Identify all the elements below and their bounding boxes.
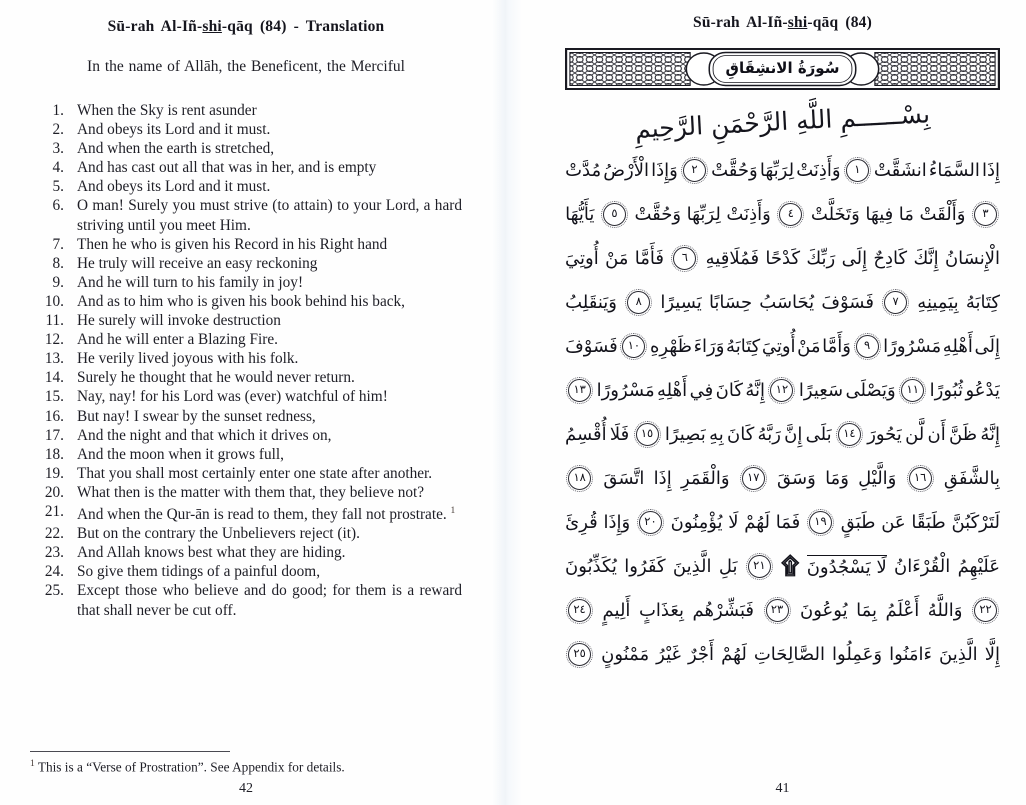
arabic-word: فِيهَا [865, 203, 894, 225]
verse-row [30, 177, 462, 196]
arabic-word: مَسْرُورًا [883, 335, 942, 357]
verse-text: And Allah knows best what they are hiding. [77, 544, 346, 562]
arabic-word: لِرَبِّهَا [759, 159, 795, 181]
verse-number: 20. [44, 483, 64, 501]
verse-row [30, 330, 462, 349]
arabic-word: وَأَلْقَتْ [919, 203, 966, 225]
arabic-word: مَنْ [605, 247, 629, 269]
arabic-word: كِتَابَهُ [965, 291, 1000, 313]
arabic-word: يَحُورَ [867, 423, 902, 445]
verse-row [30, 368, 462, 387]
arabic-word: كَدْحًا [765, 247, 801, 269]
arabic-word: لَا [728, 511, 739, 533]
arabic-line [565, 192, 1000, 236]
verse-number: 8. [52, 254, 64, 272]
arabic-word: بِيَمِينِهِ [917, 291, 959, 313]
arabic-word: غَيْرُ [656, 643, 681, 665]
arabic-word: قُرِئَ [565, 511, 598, 533]
arabic-word: لَهُمْ [744, 511, 771, 533]
verse-marker: ١٨ [568, 467, 591, 490]
arabic-word: يَأَيُّهَا [565, 203, 595, 225]
arabic-word: بَلَى [805, 423, 832, 445]
arabic-word: بِالشَّفَقِ [943, 467, 1000, 489]
verse-row [30, 101, 462, 120]
verse-number: 5. [52, 178, 64, 196]
arabic-word: وَحُقَّتْ [711, 159, 758, 181]
title-part: -qāq (84) - Translation [221, 18, 385, 35]
verse-text: Except those who believe and do good; for them is a reward that shall never be cut off. [77, 582, 462, 619]
verse-text: And he will enter a Blazing Fire. [77, 331, 278, 349]
arabic-word: وَأَمَّا [822, 335, 851, 357]
arabic-word: طَبَقٍ [840, 511, 876, 533]
arabic-word: وَرَاءَ [693, 335, 725, 357]
arabic-word: إِنَّ [784, 423, 803, 445]
left-page-number: 42 [239, 781, 253, 796]
arabic-word: رَبَّهُ [757, 423, 781, 445]
verse-number: 9. [52, 273, 64, 291]
verse-number: 12. [44, 331, 64, 349]
sajdah-overlined-text: لَا يَسْجُدُونَ [806, 556, 887, 578]
verse-row [30, 387, 462, 406]
verse-marker: ١٢ [770, 379, 793, 402]
arabic-word: يَدْعُو [965, 379, 1000, 401]
verse-marker: ١٧ [742, 467, 765, 490]
arabic-word: إِنَّهُ [980, 423, 1000, 445]
arabic-word: إِنَّكَ [913, 247, 939, 269]
verse-marker: ٢٠ [639, 511, 662, 534]
footnote-rule [30, 751, 230, 752]
translation-list [30, 101, 462, 620]
arabic-word: أُوتِيَ [761, 335, 796, 357]
verse-row [30, 426, 462, 445]
arabic-word: السَّمَاءُ [928, 159, 980, 181]
arabic-word: لَتَرْكَبُنَّ [951, 511, 1000, 533]
right-page [500, 0, 1026, 805]
arabic-word: ثُبُورًا [929, 379, 964, 401]
footnote-block [30, 751, 462, 797]
arabic-word: يُحَاسَبُ [759, 291, 815, 313]
arabic-word: ظَنَّ [949, 423, 978, 445]
arabic-word: يُوعُونَ [800, 599, 848, 621]
arabic-text-block [565, 148, 1000, 676]
verse-text: O man! Surely you must strive (to attain) to your Lord, a hard striving until you meet Him. [77, 197, 462, 234]
arabic-word: الصَّالِحَاتِ [753, 643, 825, 665]
arabic-word: وَيَصْلَى [845, 379, 896, 401]
footnote-ref: 1 [450, 505, 456, 516]
right-page-title [565, 14, 1000, 32]
verse-row [30, 158, 462, 177]
arabic-word: أَهْلِهِ [657, 379, 688, 401]
verse-row [30, 562, 462, 581]
right-page-number: 41 [775, 781, 790, 796]
verse-row [30, 139, 462, 158]
arabic-word: وَعَمِلُوا [832, 643, 883, 665]
verse-text: But on the contrary the Unbelievers reject (it). [77, 525, 360, 543]
arabic-word: مَنْ [797, 335, 821, 357]
verse-number: 13. [44, 350, 64, 368]
arabic-word: فَسَوْفَ [565, 335, 618, 357]
verse-text: And when the earth is stretched, [77, 140, 275, 158]
arabic-word: وَالَّيْلِ [858, 467, 897, 489]
verse-number: 19. [44, 464, 64, 482]
arabic-word: وَحُقَّتْ [634, 203, 682, 225]
arabic-line [565, 456, 1000, 500]
arabic-word: ظَهْرِهِ [649, 335, 692, 357]
arabic-word: اتَّسَقَ [603, 467, 645, 489]
verse-marker: ٢٥ [568, 643, 591, 666]
arabic-word: وَأَذِنَتْ [796, 159, 841, 181]
arabic-word: عَن [881, 511, 906, 533]
arabic-word: الْإِنسَانُ [944, 247, 1000, 269]
arabic-line [565, 544, 1000, 588]
verse-text: And obeys its Lord and it must. [77, 121, 271, 139]
verse-text: But nay! I swear by the sunset redness, [77, 407, 316, 425]
arabic-word: فَسَوْفَ [821, 291, 874, 313]
verse-text: And he will turn to his family in joy! [77, 273, 304, 291]
verse-text: And as to him who is given his book behind his back, [77, 292, 406, 310]
arabic-word: بِمَا [856, 599, 878, 621]
arabic-word: وَسَقَ [777, 467, 816, 489]
arabic-word: انشَقَّتْ [873, 159, 927, 181]
bismillah-calligraphy: بِسْــــــمِ اللَّهِ الرَّحْمَنِ الرَّحِيمِ [634, 99, 931, 144]
verse-row [30, 292, 462, 311]
arabic-word: بَصِيرًا [664, 423, 706, 445]
arabic-word: ءَامَنُوا [889, 643, 932, 665]
arabic-line [565, 368, 1000, 412]
arabic-word: كَادِحٌ [873, 247, 908, 269]
verse-number: 3. [52, 140, 64, 158]
verse-row [30, 254, 462, 273]
verse-number: 21. [44, 502, 64, 520]
verse-row [30, 235, 462, 254]
arabic-word: كَانَ [727, 423, 755, 445]
arabic-word: وَمَا [825, 467, 849, 489]
verse-number: 14. [44, 369, 64, 387]
footnote-text-body: This is a “Verse of Prostration”. See Appendix for details. [37, 759, 345, 774]
verse-marker: ١٦ [909, 467, 932, 490]
verse-text: Then he who is given his Record in his Right hand [77, 235, 388, 253]
arabic-word: فَمُلَاقِيهِ [705, 247, 760, 269]
arabic-line [565, 324, 1000, 368]
arabic-word: وَاللَّهُ [927, 599, 963, 621]
arabic-word: كَانَ [715, 379, 743, 401]
arabic-line [565, 412, 1000, 456]
arabic-word: إِذَا [981, 159, 1000, 181]
verse-marker: ٣ [974, 203, 997, 226]
verse-marker: ٧ [884, 291, 907, 314]
arabic-word: عَلَيْهِمُ [957, 555, 1000, 577]
verse-row [30, 407, 462, 426]
verse-row [30, 120, 462, 139]
arabic-word: حِسَابًا [708, 291, 753, 313]
verse-marker: ٨ [627, 291, 650, 314]
verse-text: And has cast out all that was in her, and is empty [77, 159, 377, 177]
verse-row [30, 524, 462, 543]
arabic-word: فَلَا [609, 423, 630, 445]
verse-marker: ١٣ [568, 379, 591, 402]
surah-banner-title: سُورَةُ الانشِقَاقِ [725, 59, 840, 77]
verse-row [30, 349, 462, 368]
verse-row [30, 196, 462, 234]
left-page-title [30, 18, 462, 36]
arabic-word: مَمْنُونٍ [601, 643, 650, 665]
title-part: Sū-rah Al-Iñ- [107, 18, 203, 35]
arabic-word: كَفَرُوا [624, 555, 666, 577]
verse-marker: ٩ [856, 335, 879, 358]
verse-row [30, 483, 462, 502]
verse-row [30, 445, 462, 464]
arabic-line [565, 280, 1000, 324]
arabic-word: لَّن [905, 423, 925, 445]
verse-text: He truly will receive an easy reckoning [77, 254, 318, 272]
verse-number: 7. [52, 235, 64, 253]
arabic-word: مَا [898, 203, 914, 225]
verse-text: He surely will invoke destruction [77, 312, 281, 330]
verse-text: That you shall most certainly enter one state after another. [77, 464, 433, 482]
arabic-word: الْأَرْضُ [603, 159, 649, 181]
footnote-text [30, 759, 462, 775]
arabic-word: بِعَذَابٍ [638, 599, 685, 621]
arabic-word: لَهُمْ [721, 643, 747, 665]
arabic-word: الَّذِينَ [939, 643, 978, 665]
arabic-word: أَن [927, 423, 946, 445]
verse-row [30, 311, 462, 330]
verse-text: What then is the matter with them that, they believe not? [77, 483, 425, 501]
left-page [0, 0, 500, 805]
verse-text: And the moon when it grows full, [77, 445, 284, 463]
arabic-line [565, 588, 1000, 632]
verse-marker: ١١ [901, 379, 924, 402]
verse-text: And the night and that which it drives on, [77, 426, 332, 444]
verse-number: 11. [45, 312, 64, 330]
arabic-word: يُكَذِّبُونَ [565, 555, 617, 577]
arabic-word: وَأَذِنَتْ [726, 203, 771, 225]
arabic-word: مَسْرُورًا [596, 379, 655, 401]
verse-marker: ١ [846, 159, 869, 182]
verse-text: And obeys its Lord and it must. [77, 178, 271, 196]
title-part: -qāq (84) [807, 14, 872, 31]
arabic-word: يَسِيرًا [660, 291, 702, 313]
verse-marker: ٤ [779, 203, 802, 226]
verse-text: He verily lived joyous with his folk. [77, 350, 299, 368]
verse-row [30, 581, 462, 619]
sajdah-icon: ۩ [781, 552, 800, 580]
title-part-underlined: shi [787, 14, 808, 31]
verse-marker: ١٩ [809, 511, 832, 534]
verse-marker: ٥ [603, 203, 626, 226]
arabic-word: طَبَقًا [911, 511, 946, 533]
arabic-word: أَلِيمٍ [602, 599, 631, 621]
verse-text: And when the Qur-ān is read to them, they fall not prostrate. $^1$ [77, 505, 456, 524]
title-part-underlined: shi [202, 18, 222, 35]
decorative-surah-banner [565, 46, 1000, 92]
verse-number: 6. [52, 197, 64, 215]
arabic-line [565, 500, 1000, 544]
verse-marker: ١٤ [838, 423, 861, 446]
arabic-word: رَبِّكَ [806, 247, 836, 269]
arabic-word: يُؤْمِنُونَ [670, 511, 723, 533]
arabic-word: وَتَخَلَّتْ [810, 203, 860, 225]
verse-text: When the Sky is rent asunder [77, 102, 257, 119]
bismillah-translation: In the name of Allāh, the Beneficent, the Merciful [87, 58, 405, 75]
arabic-line [565, 632, 1000, 676]
verse-marker: ٢ [683, 159, 706, 182]
arabic-word: كِتَابَهُ [726, 335, 761, 357]
arabic-word: الَّذِينَ [672, 555, 712, 577]
verse-number: 15. [44, 388, 64, 406]
footnote-marker: 1 [30, 758, 35, 769]
verse-marker: ١٥ [636, 423, 659, 446]
verse-number: 4. [52, 159, 64, 177]
arabic-word: فِي [689, 379, 714, 401]
arabic-word: إِلَى [974, 335, 1000, 357]
verse-number: 1. [52, 102, 64, 119]
arabic-word: إِنَّهُ [745, 379, 766, 401]
arabic-word: أُوتِيَ [565, 247, 599, 269]
arabic-word: بِهِ [709, 423, 724, 445]
arabic-word: الْقُرْءَانُ [894, 555, 951, 577]
arabic-line [565, 148, 1000, 192]
arabic-word: فَأَمَّا [634, 247, 664, 269]
arabic-word: فَمَا [775, 511, 801, 533]
verse-text: Nay, nay! for his Lord was (ever) watchful of him! [77, 388, 388, 406]
arabic-word: وَيَنقَلِبُ [565, 291, 617, 313]
verse-number: 16. [44, 407, 64, 425]
arabic-word: وَإِذَا [651, 159, 678, 181]
arabic-word: بَلِ [718, 555, 738, 577]
verse-number: 23. [44, 544, 64, 562]
verse-number: 24. [44, 563, 64, 581]
arabic-word: أَهْلِهِ [942, 335, 973, 357]
verse-marker: ٦ [673, 247, 696, 270]
verse-marker: ٢٣ [766, 599, 789, 622]
verse-number: 25. [44, 582, 64, 600]
arabic-word: أَجْرٌ [687, 643, 715, 665]
arabic-word: مُدَّتْ [565, 159, 602, 181]
verse-text: So give them tidings of a painful doom, [77, 563, 321, 581]
verse-row [30, 502, 462, 524]
verse-marker: ١٠ [622, 335, 645, 358]
verse-marker: ٢٢ [974, 599, 997, 622]
verse-number: 2. [52, 121, 64, 139]
verse-row [30, 543, 462, 562]
arabic-word: إِلَى [841, 247, 868, 269]
verse-number: 22. [44, 525, 64, 543]
arabic-word: وَالْقَمَرِ [680, 467, 730, 489]
verse-number: 10. [44, 292, 64, 310]
arabic-word: أَعْلَمُ [885, 599, 920, 621]
title-part: Sū-rah Al-Iñ- [693, 14, 788, 31]
arabic-word: أُقْسِمُ [565, 423, 607, 445]
arabic-line [565, 236, 1000, 280]
arabic-word: سَعِيرًا [798, 379, 844, 401]
verse-marker: ٢٤ [568, 599, 591, 622]
verse-row [30, 273, 462, 292]
verse-number: 18. [44, 445, 64, 463]
verse-row [30, 464, 462, 483]
arabic-word: إِلَّا [984, 643, 1000, 665]
verse-marker: ٢١ [748, 555, 771, 578]
verse-text: Surely he thought that he would never return. [77, 369, 355, 387]
verse-number: 17. [44, 426, 64, 444]
arabic-word: إِذَا [653, 467, 672, 489]
arabic-word: لِرَبِّهَا [686, 203, 721, 225]
arabic-word: فَبَشِّرْهُم [692, 599, 755, 621]
arabic-word: وَإِذَا [603, 511, 631, 533]
